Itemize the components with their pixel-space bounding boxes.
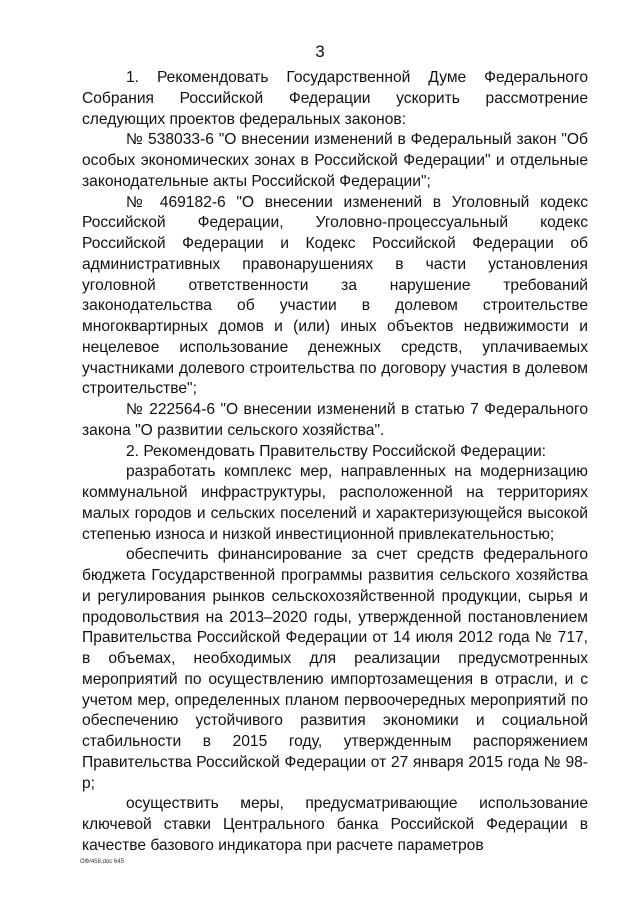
paragraph-bill-469182-6: № 469182-6 "О внесении изменений в Уголовный кодекс Российской Федерации, Уголовно-процессуальный кодекс Российской Федерации и Кодекс Российской Федерации об административных правонарушениях в части установления уголовной ответственности за нарушение требований законодательства об участии в долевом строительстве многоквартирных домов и (или) иных объектов недвижимости и нецелевое использование денежных средств, уплачиваемых участниками долевого строительства по договору участия в долевом строительстве"; <box>82 193 588 398</box>
paragraph-key-rate: осуществить меры, предусматривающие использование ключевой ставки Центрального банка Российской Федерации в качестве базового индикатора при расчете параметров <box>82 795 588 854</box>
document-body <box>82 68 588 857</box>
paragraph-modernization-measures: разработать комплекс мер, направленных на модернизацию коммунальной инфраструктуры, расположенной на территориях малых городов и сельских поселений и характеризующейся высокой степенью износа и низкой инвестиционной привлекательностью; <box>82 463 588 543</box>
paragraph-bill-222564-6: № 222564-6 "О внесении изменений в статью 7 Федерального закона "О развитии сельского хозяйства". <box>82 401 588 439</box>
paragraph-bill-538033-6: № 538033-6 "О внесении изменений в Федеральный закон "Об особых экономических зонах в Российской Федерации" и отдельные законодательные акты Российской Федерации"; <box>82 131 588 190</box>
paragraph-recommend-government: 2. Рекомендовать Правительству Российской Федерации: <box>126 442 547 460</box>
paragraph-recommend-duma: 1. Рекомендовать Государственной Думе Федерального Собрания Российской Федерации ускорить рассмотрение следующих проектов федеральных законов: <box>82 69 588 128</box>
page-number: 3 <box>315 42 325 61</box>
footer-file-reference: ОФ/458.doc 645 <box>80 859 124 865</box>
paragraph-financing: обеспечить финансирование за счет средств федерального бюджета Государственной программы развития сельского хозяйства и регулирования рынков сельскохозяйственной продукции, сырья и продовольствия на 2013–2020 годы, утвержденной постановлением Правительства Российской Федерации от 14 июля 2012 года № 717, в объемах, необходимых для реализации предусмотренных мероприятий по осуществлению импортозамещения в отрасли, и с учетом мер, определенных планом первоочередных мероприятий по обеспечению устойчивого развития экономики и социальной стабильности в 2015 году, утвержденным распоряжением Правительства Российской Федерации от 27 января 2015 года № 98-р; <box>82 546 588 792</box>
